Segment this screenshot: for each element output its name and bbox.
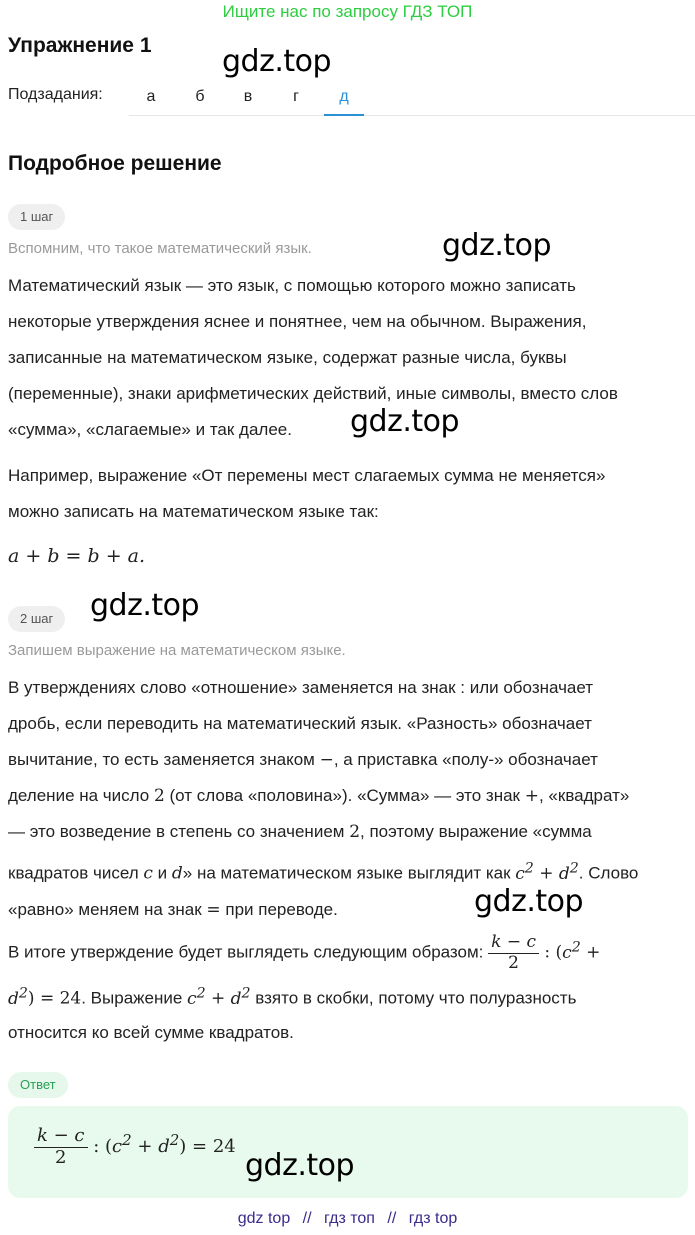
footer-link[interactable]: gdz top	[237, 1210, 291, 1227]
step1-paragraph: Математический язык — это язык, с помощью которого можно записать некоторые утверждения яснее и понятнее, чем на обычном. Выражения, записанные на математическом языке, содержат разные числа, буквы (переменные), знаки арифметических действий, иные символы, вместо слов «сумма», «слагаемые» и так далее.	[8, 276, 618, 439]
tab-b[interactable]: б	[195, 88, 205, 105]
footer-link[interactable]: гдз top	[408, 1210, 458, 1227]
subtask-tabs	[129, 78, 695, 116]
step2-paragraph: В утверждениях слово «отношение» заменяется на знак : или обозначает дробь, если переводить на математический язык. «Разность» обозначает вычитание, то есть заменяется знаком −, а приставка «полу-» обозначает деление на число 2 (от слова «половина»). «Сумма» — это знак +, «квадрат» — это возведение в степень со значением 2, поэтому выражение «сумма квадратов чисел c и d» на математическом языке выглядит как $c^2 + d^2$. Слово «равно» меняем на знак = при переводе.	[8, 678, 639, 920]
subtasks-row	[8, 86, 129, 104]
step-badge: 1 шаг	[8, 204, 65, 230]
promo-banner[interactable]: Ищите нас по запросу ГДЗ ТОП	[222, 2, 473, 21]
step-hint: Запишем выражение на математическом языке.	[8, 642, 346, 659]
answer-formula: $\frac{k - c}{2}$ : $(c^2 + d^2) = 24$	[34, 1126, 236, 1168]
tab-d[interactable]: д	[324, 78, 364, 116]
step2-result: В итоге утверждение будет выглядеть следующим образом: $\frac{k - c}{2}$ : ($c^2$ + $d^2) = 24$. Выражение $c^2 + d^2$ взято в скобки, потому что полуразность относится ко всей сумме квадратов.	[8, 932, 601, 1042]
tab-g[interactable]: г	[293, 88, 299, 105]
tab-v[interactable]: в	[243, 88, 253, 105]
watermark: gdz.top	[245, 1148, 355, 1183]
watermark: gdz.top	[222, 44, 332, 79]
footer-links	[0, 1210, 695, 1228]
fraction: $\frac{k - c}{2}$	[488, 933, 539, 973]
footer-separator: //	[387, 1210, 397, 1227]
watermark: gdz.top	[90, 588, 200, 623]
subtasks-label: Подзадания:	[8, 86, 103, 103]
tab-a[interactable]: а	[146, 88, 156, 105]
footer-separator: //	[302, 1210, 312, 1227]
step-badge: 2 шаг	[8, 606, 65, 632]
watermark: gdz.top	[442, 228, 552, 263]
watermark: gdz.top	[350, 404, 460, 439]
footer-link[interactable]: гдз топ	[324, 1210, 375, 1227]
formula: a + b = b + a.	[8, 545, 146, 567]
step-hint: Вспомним, что такое математический язык.	[8, 240, 312, 257]
exercise-title: Упражнение 1	[8, 34, 152, 57]
answer-badge: Ответ	[8, 1072, 68, 1098]
solution-title: Подробное решение	[8, 152, 222, 175]
step1-example: Например, выражение «От перемены мест слагаемых сумма не меняется» можно записать на математическом языке так:	[8, 466, 606, 521]
watermark: gdz.top	[474, 884, 584, 919]
